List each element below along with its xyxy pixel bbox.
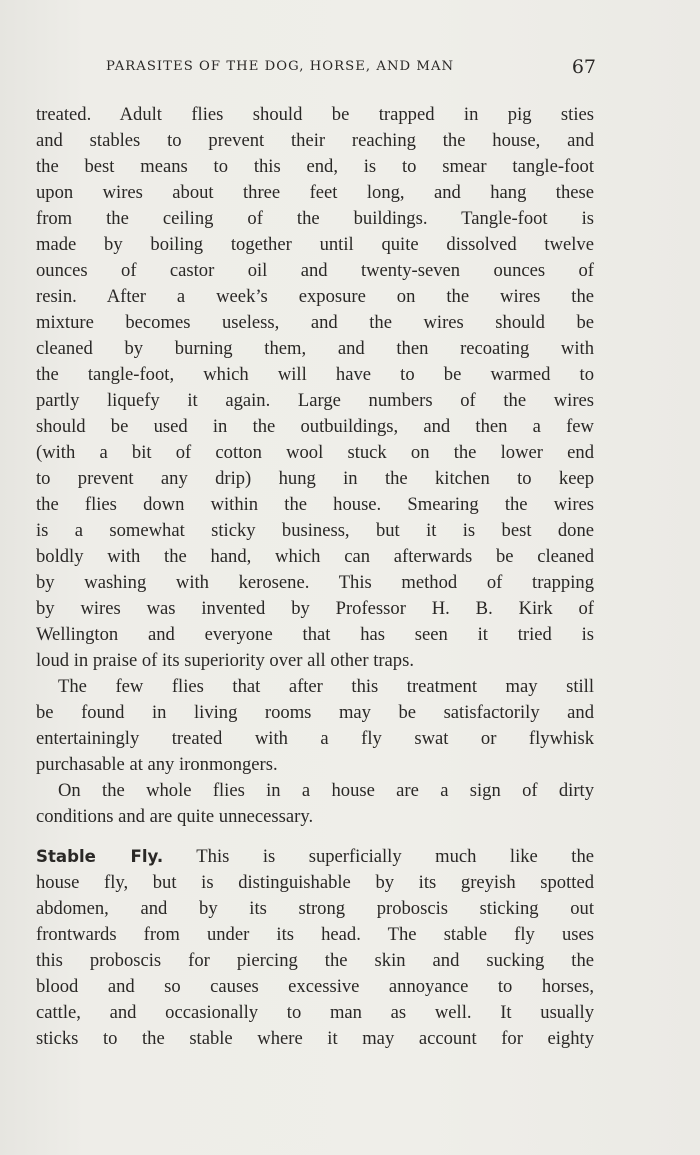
text-line: conditions and are quite unnecessary. (36, 806, 314, 827)
text-line (36, 844, 594, 870)
text-line: blood and so causes excessive annoyance to horses, (36, 976, 594, 997)
text-line: this proboscis for piercing the skin and sucking the (36, 950, 594, 971)
text-line: On the whole flies in a house are a sign of dirty (58, 780, 594, 801)
text-line: by wires was invented by Professor H. B. Kirk of (36, 598, 594, 619)
text-line: treated. Adult flies should be trapped in pig sties (36, 104, 594, 125)
text-line: loud in praise of its superiority over all other traps. (36, 650, 414, 671)
text-line: the best means to this end, is to smear tangle-foot (36, 156, 594, 177)
text-line: the flies down within the house. Smearing the wires (36, 494, 594, 515)
section-gap (36, 830, 594, 844)
running-header (36, 56, 598, 82)
running-title: PARASITES OF THE DOG, HORSE, AND MAN (106, 59, 455, 74)
text-line: and stables to prevent their reaching the house, and (36, 130, 594, 151)
text-line: Wellington and everyone that has seen it tried is (36, 624, 594, 645)
text-line: the tangle-foot, which will have to be warmed to (36, 364, 594, 385)
text-line: abdomen, and by its strong proboscis sticking out (36, 898, 594, 919)
text-line: by washing with kerosene. This method of trapping (36, 572, 594, 593)
text-line: upon wires about three feet long, and hang these (36, 182, 594, 203)
text-line: sticks to the stable where it may account for eighty (36, 1028, 594, 1049)
text-line: cattle, and occasionally to man as well. It usually (36, 1002, 594, 1023)
text-line: ounces of castor oil and twenty-seven ounces of (36, 260, 594, 281)
text-line: resin. After a week’s exposure on the wires the (36, 286, 594, 307)
text-line: made by boiling together until quite dissolved twelve (36, 234, 594, 255)
paragraph-dirty-conditions (36, 778, 594, 830)
text-line: mixture becomes useless, and the wires should be (36, 312, 594, 333)
text-line: should be used in the outbuildings, and then a few (36, 416, 594, 437)
text-line: purchasable at any ironmongers. (36, 754, 278, 775)
text-run: This is superficially much like the (196, 846, 594, 867)
text-line: (with a bit of cotton wool stuck on the lower end (36, 442, 594, 463)
paragraph-fly-swat (36, 674, 594, 778)
text-line: The few flies that after this treatment may still (58, 676, 594, 697)
text-line: cleaned by burning them, and then recoating with (36, 338, 594, 359)
text-line: house fly, but is distinguishable by its greyish spotted (36, 872, 594, 893)
text-line: is a somewhat sticky business, but it is best done (36, 520, 594, 541)
text-line: frontwards from under its head. The stable fly uses (36, 924, 594, 945)
text-line: boldly with the hand, which can afterwards be cleaned (36, 546, 594, 567)
text-line: partly liquefy it again. Large numbers of the wires (36, 390, 594, 411)
paragraph-stable-fly (36, 844, 594, 1052)
body-text (36, 102, 594, 1052)
run-in-heading: Stable Fly. (36, 847, 164, 866)
page-number: 67 (571, 56, 596, 78)
text-line: be found in living rooms may be satisfactorily and (36, 702, 594, 723)
text-line: from the ceiling of the buildings. Tangle-foot is (36, 208, 594, 229)
paragraph-adult-fly-trapping (36, 102, 594, 674)
text-line: entertainingly treated with a fly swat or flywhisk (36, 728, 594, 749)
text-line: to prevent any drip) hung in the kitchen to keep (36, 468, 594, 489)
